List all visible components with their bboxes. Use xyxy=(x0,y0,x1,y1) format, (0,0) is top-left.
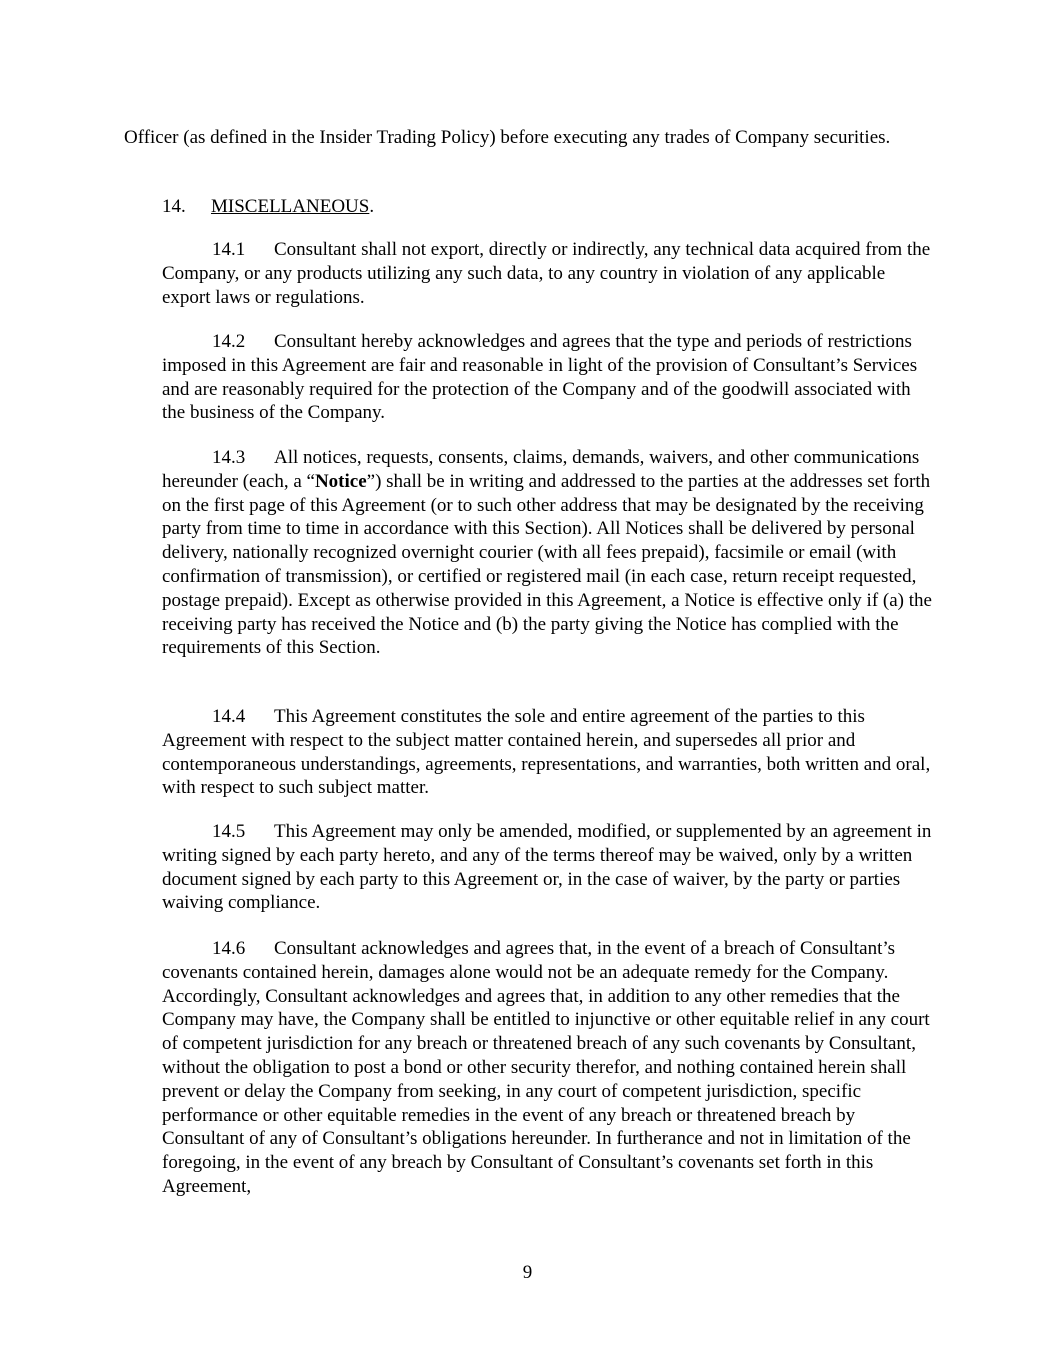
paragraph-number: 14.1 xyxy=(212,239,246,260)
section-title: MISCELLANEOUS xyxy=(211,196,370,217)
paragraph-text: This Agreement constitutes the sole and entire agreement of the parties to this Agreement with respect to the subject matter contained herein, and supersedes all prior and contemporaneous understandings, agreements, representations, and warranties, both written and oral, with respect to such subject matter. xyxy=(162,706,931,799)
paragraph-number: 14.4 xyxy=(212,706,246,727)
paragraph-number: 14.3 xyxy=(212,447,246,468)
paragraph-number: 14.5 xyxy=(212,821,246,842)
paragraph-14-3 xyxy=(162,446,932,660)
paragraph-14-4 xyxy=(162,705,932,800)
paragraph-number: 14.2 xyxy=(212,331,246,352)
intro-paragraph: Officer (as defined in the Insider Trading Policy) before executing any trades of Company securities. xyxy=(124,127,891,148)
paragraph-text: Consultant hereby acknowledges and agrees that the type and periods of restrictions imposed in this Agreement are fair and reasonable in light of the provision of Consultant’s Services and are reasonably required for the protection of the Company and of the goodwill associated with the business of the Company. xyxy=(162,331,918,424)
notice-defined-term: Notice xyxy=(314,470,367,492)
section-heading xyxy=(162,195,374,219)
paragraph-text: Consultant shall not export, directly or indirectly, any technical data acquired from the Company, or any products utilizing any such data, to any country in violation of any applicable export laws or regulations. xyxy=(162,239,931,308)
paragraph-14-5 xyxy=(162,820,932,915)
paragraph-number: 14.6 xyxy=(212,938,246,959)
paragraph-text-after: ”) shall be in writing and addressed to the parties at the addresses set forth on the first page of this Agreement (or to such other address that may be designated by the receiving party from time to time in accordance with this Section). All Notices shall be delivered by personal delivery, nationally recognized overnight courier (with all fees prepaid), facsimile or email (with confirmation of transmission), or certified or registered mail (in each case, return receipt requested, postage prepaid). Except as otherwise provided in this Agreement, a Notice is effective only if (a) the receiving party has received the Notice and (b) the party giving the Notice has complied with the requirements of this Section. xyxy=(162,470,932,659)
paragraph-text-before: All notices, requests, consents, claims, demands, waivers, and other communications hereunder (each, a “ xyxy=(162,447,920,492)
paragraph-text: Consultant acknowledges and agrees that, in the event of a breach of Consultant’s covenants contained herein, damages alone would not be an adequate remedy for the Company. Accordingly, Consultant acknowledges and agrees that, in addition to any other remedies that the Company may have, the Company shall be entitled to injunctive or other equitable relief in any court of competent jurisdiction for any breach or threatened breach of any such covenants by Consultant, without the obligation to post a bond or other security therefor, and nothing contained herein shall prevent or delay the Company from seeking, in any court of competent jurisdiction, specific performance or other equitable remedies in the event of any breach or threatened breach by Consultant of any of Consultant’s obligations hereunder. In furtherance and not in limitation of the foregoing, in the event of any breach by Consultant of Consultant’s covenants set forth in this Agreement, xyxy=(162,938,930,1197)
paragraph-14-2 xyxy=(162,330,932,425)
paragraph-text: This Agreement may only be amended, modified, or supplemented by an agreement in writing signed by each party hereto, and any of the terms thereof may be waived, only by a written document signed by each party to this Agreement or, in the case of waiver, by the party or parties waiving compliance. xyxy=(162,821,932,914)
paragraph-14-6 xyxy=(162,937,932,1199)
paragraph-14-1 xyxy=(162,238,932,309)
section-number: 14. xyxy=(162,196,186,217)
page-number: 9 xyxy=(522,1262,533,1283)
section-title-suffix: . xyxy=(369,196,375,217)
